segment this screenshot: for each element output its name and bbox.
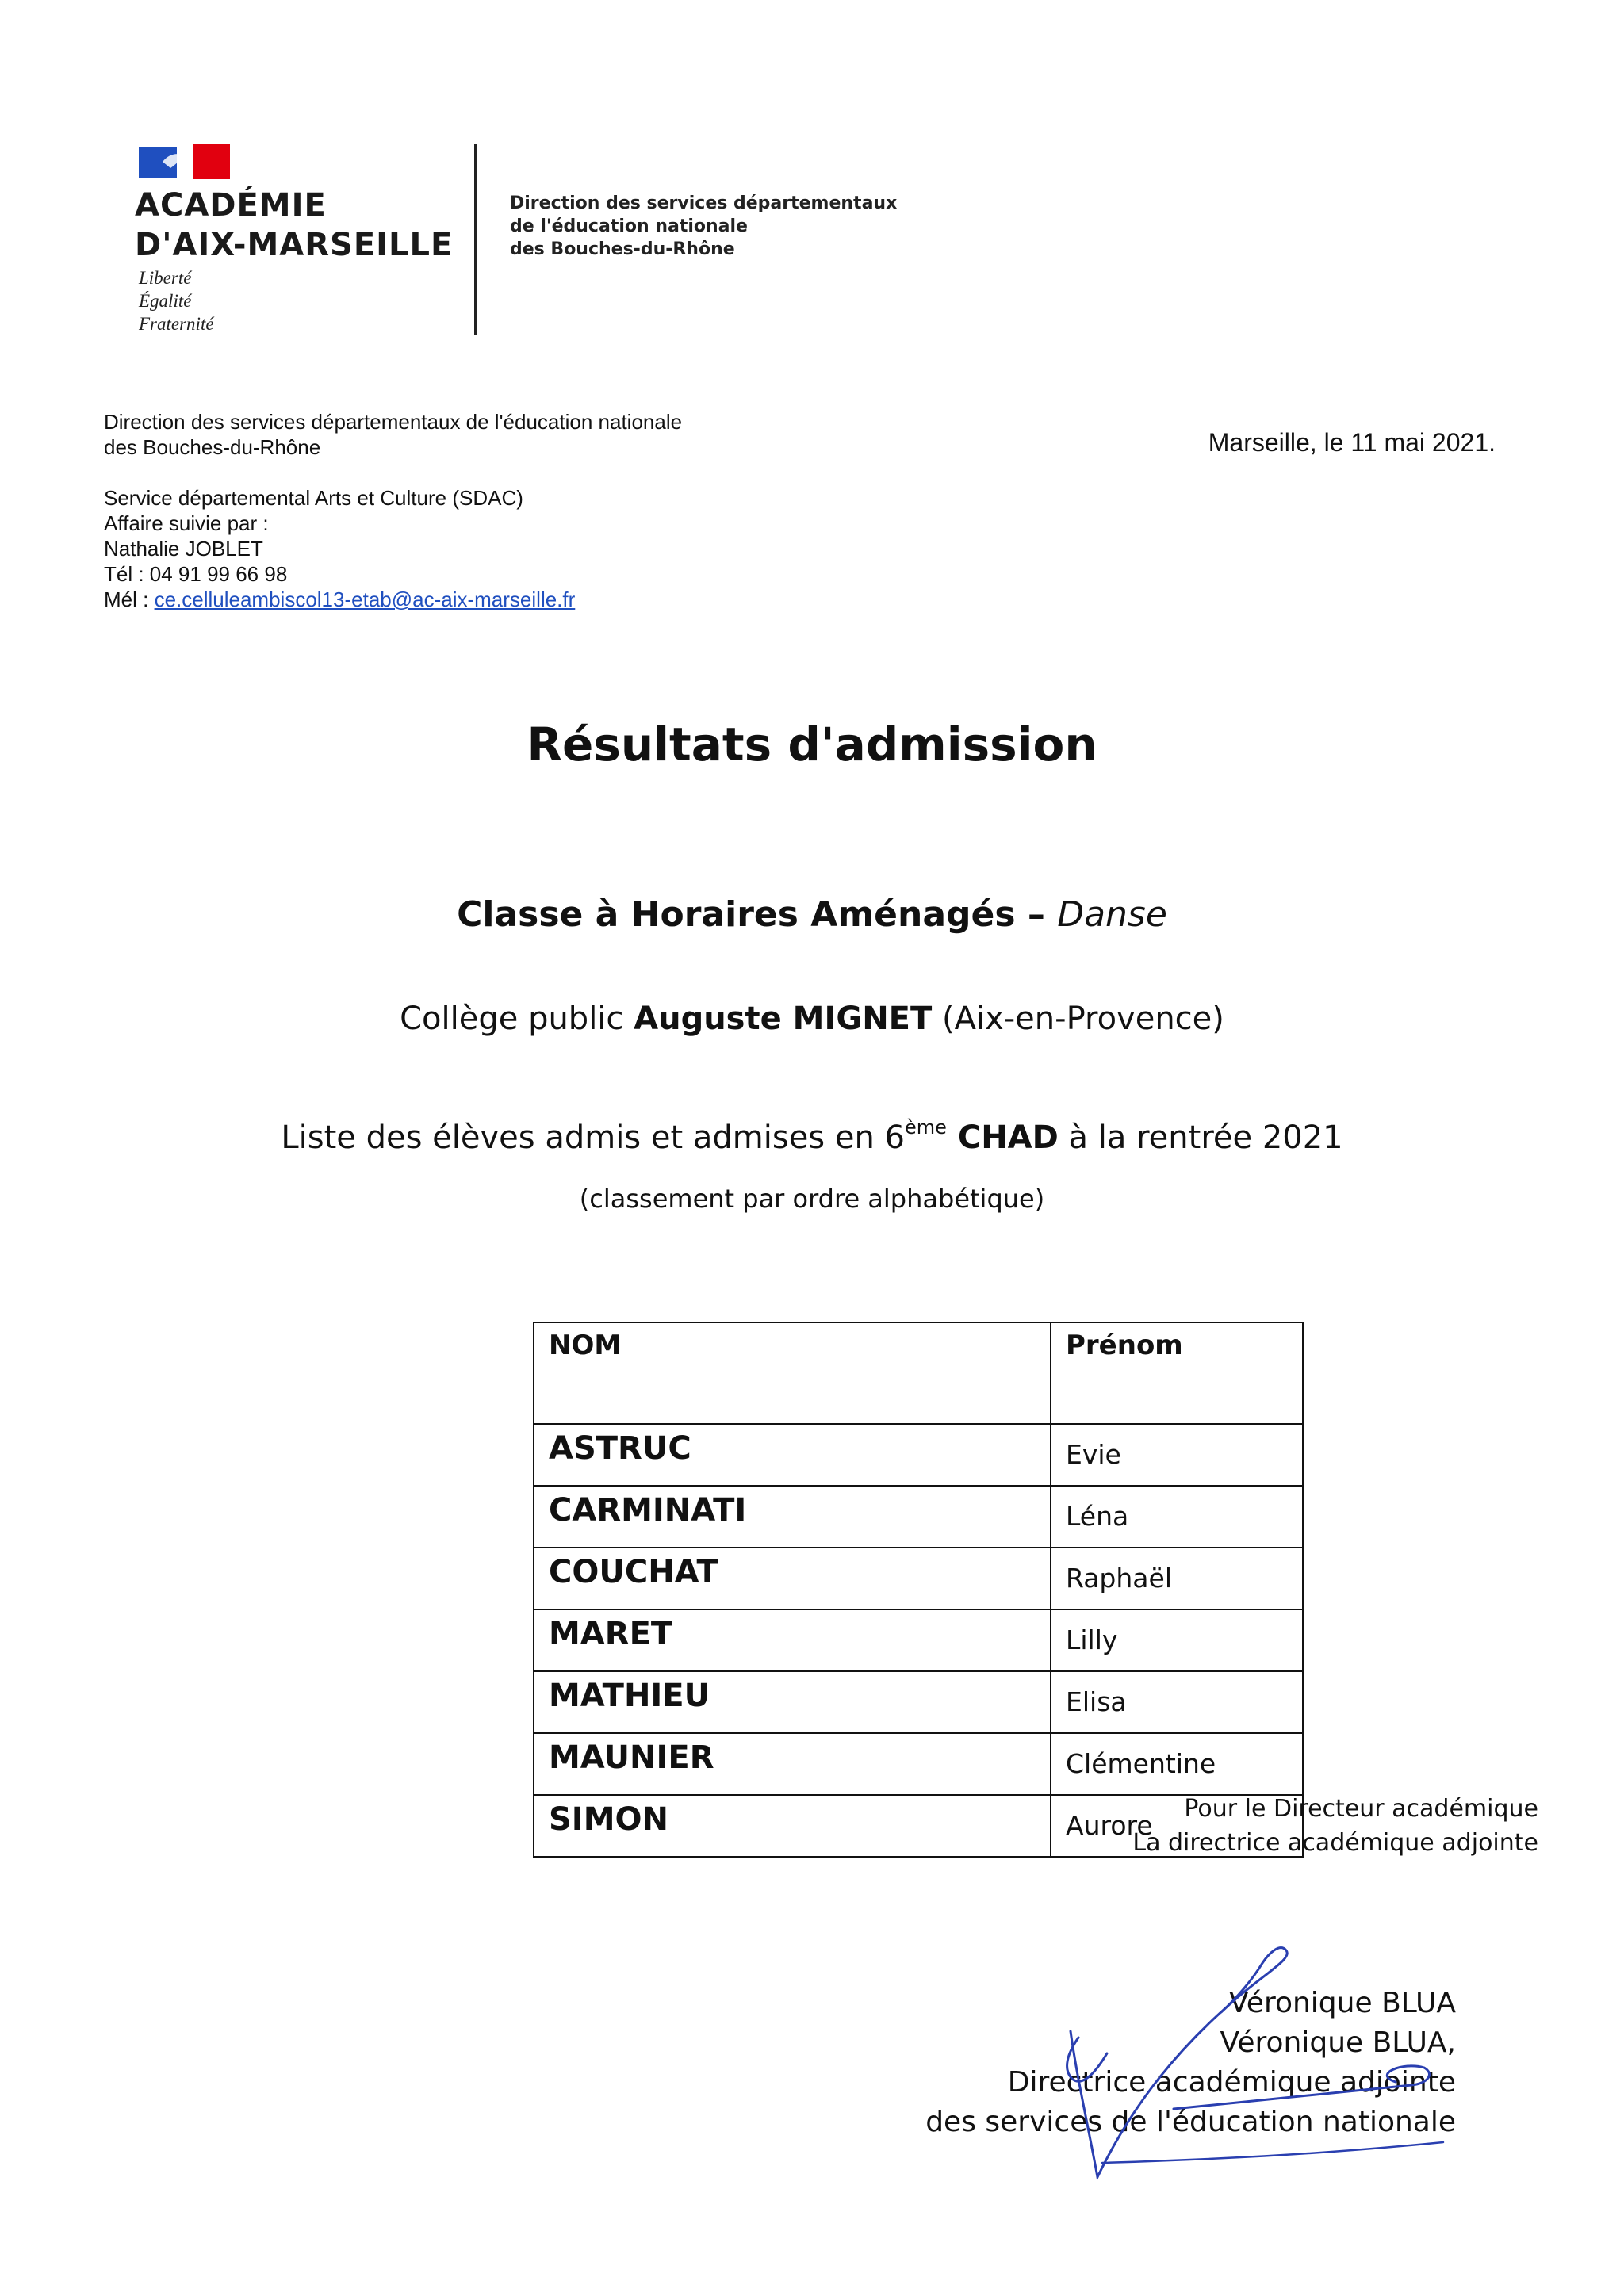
list-prefix: Liste des élèves admis et admises en 6 — [281, 1119, 905, 1156]
sender-contact-name: Nathalie JOBLET — [104, 537, 263, 561]
handwritten-signature-icon — [1031, 1934, 1475, 2188]
cell-prenom: Raphaël — [1051, 1548, 1303, 1609]
closing-formula — [1132, 1792, 1538, 1860]
signer-title-line2: des services de l'éducation nationale — [925, 2106, 1456, 2138]
page-title: Résultats d'admission — [527, 718, 1097, 771]
college-city: (Aix-en-Provence) — [932, 1001, 1224, 1037]
class-title-main: Classe à Horaires Aménagés – — [457, 894, 1058, 935]
direction-line1: Direction des services départementaux — [510, 193, 898, 213]
header-prenom: Prénom — [1051, 1322, 1303, 1424]
cell-prenom: Léna — [1051, 1486, 1303, 1548]
motto-egalite: Égalité — [139, 291, 192, 311]
academy-name — [135, 186, 453, 265]
direction-line2: de l'éducation nationale — [510, 216, 748, 236]
place-date: Marseille, le 11 mai 2021. — [1208, 428, 1496, 457]
closing-line1: Pour le Directeur académique — [1184, 1795, 1538, 1823]
table-header-row — [534, 1322, 1303, 1424]
academy-name-line2: D'AIX-MARSEILLE — [135, 227, 454, 263]
list-code: CHAD — [946, 1119, 1059, 1156]
signer-name: Véronique BLUA — [1228, 1987, 1456, 2019]
list-grade-sup: ème — [904, 1116, 947, 1138]
cell-nom: SIMON — [534, 1795, 1051, 1857]
direction-line3: des Bouches-du-Rhône — [510, 239, 735, 259]
republic-motto — [139, 266, 214, 335]
sender-line1: Direction des services départementaux de l'éducation nationale — [104, 410, 683, 434]
motto-fraternite: Fraternité — [139, 314, 214, 334]
header-nom: NOM — [534, 1322, 1051, 1424]
list-suffix: à la rentrée 2021 — [1058, 1119, 1343, 1156]
sender-block — [104, 409, 682, 612]
sender-line2: des Bouches-du-Rhône — [104, 435, 321, 459]
list-line — [0, 1116, 1624, 1156]
sender-mail-row — [104, 587, 682, 612]
signer-name-repeat: Véronique BLUA, — [1220, 2026, 1456, 2059]
motto-liberte: Liberté — [139, 268, 192, 288]
class-title-discipline: Danse — [1057, 894, 1167, 935]
admission-table — [533, 1322, 1304, 1858]
table-row — [534, 1671, 1303, 1733]
college-line — [0, 1001, 1624, 1037]
cell-nom: MAUNIER — [534, 1733, 1051, 1795]
signer-title-line1: Directrice académique adjointe — [1007, 2066, 1456, 2099]
cell-nom: COUCHAT — [534, 1548, 1051, 1609]
college-name: Auguste MIGNET — [634, 1001, 933, 1037]
table-row — [534, 1424, 1303, 1486]
table-row — [534, 1548, 1303, 1609]
cell-prenom: Aurore — [1051, 1795, 1303, 1857]
sender-mail-label: Mél : — [104, 587, 155, 611]
letterhead-direction — [510, 192, 897, 261]
sender-mail-link[interactable]: ce.celluleambiscol13-etab@ac-aix-marseille.fr — [154, 587, 576, 611]
table-row — [534, 1733, 1303, 1795]
college-prefix: Collège public — [400, 1001, 634, 1037]
table-row — [534, 1609, 1303, 1671]
academy-name-line1: ACADÉMIE — [135, 187, 327, 224]
marianne-logo-icon — [139, 144, 230, 179]
class-title — [0, 894, 1624, 935]
cell-prenom: Lilly — [1051, 1609, 1303, 1671]
sender-phone: Tél : 04 91 99 66 98 — [104, 562, 288, 586]
cell-nom: MARET — [534, 1609, 1051, 1671]
cell-nom: ASTRUC — [534, 1424, 1051, 1486]
cell-nom: MATHIEU — [534, 1671, 1051, 1733]
cell-prenom: Clémentine — [1051, 1733, 1303, 1795]
letterhead-divider — [474, 144, 477, 335]
closing-line2: La directrice académique adjointe — [1132, 1829, 1538, 1857]
cell-nom: CARMINATI — [534, 1486, 1051, 1548]
table-row — [534, 1486, 1303, 1548]
sort-note: (classement par ordre alphabétique) — [579, 1184, 1045, 1214]
sender-service: Service départemental Arts et Culture (SDAC) — [104, 486, 523, 510]
cell-prenom: Evie — [1051, 1424, 1303, 1486]
sender-followed-by: Affaire suivie par : — [104, 511, 269, 535]
cell-prenom: Elisa — [1051, 1671, 1303, 1733]
